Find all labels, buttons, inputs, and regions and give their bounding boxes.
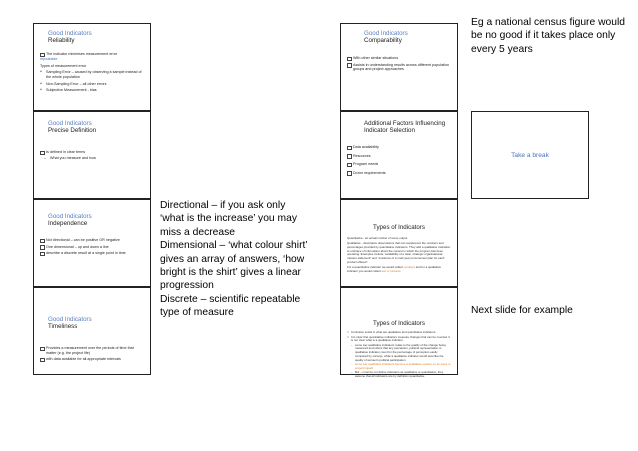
list-item: – What you measure and how: [40, 156, 144, 161]
slide-independence: [33, 199, 151, 287]
slide-title: [364, 120, 445, 135]
speaker-note-directional: Directional – if you ask only ‘what is the increase’ you may miss a decrease Dimensional – ‘what colour shirt’ gives an array of answers, ‘how bright is the shirt’ gives a linear progression Discrete – scientific repeatable type of measure: [160, 200, 308, 318]
list-item: – some say qualitative indicators relate to the quality of the change being measured and others that any perception, political representation or qualitative indicator count for the percentage of perception easily compared by surveys, while a qualitative indicator would describe the quality of women's political participation: [347, 344, 451, 363]
slide-kicker: Good Indicators: [48, 213, 92, 220]
slide-kicker: Good Indicators: [48, 120, 92, 127]
slide-types-of-indicators-2: [340, 287, 458, 379]
slide-body: [347, 237, 451, 275]
slide-heading-line2: Indicator Selection: [364, 127, 415, 135]
list-item: Program needs: [347, 162, 451, 167]
list-item: Not directional – can be positive OR negative: [40, 238, 144, 243]
slide-heading: Types of Indicators: [373, 224, 425, 231]
highlight-text: text or pictures: [381, 268, 401, 273]
slide-timeliness: [33, 287, 151, 375]
list-item: describe a discrete result at a single point in time: [40, 251, 144, 256]
bullet-list: [347, 145, 451, 178]
slide-kicker: Good Indicators: [48, 30, 92, 37]
bullet-list: [347, 56, 451, 74]
list-item: □ It is clear that quantitative indicators measure changes that can be counted. It is not clear what is a qualitative indicator.: [347, 336, 451, 343]
slide-heading: Precise Definition: [48, 127, 97, 135]
bullet-list: [347, 331, 451, 380]
slide-types-of-indicators-1: [340, 199, 458, 287]
list-item: With other similar situations: [347, 56, 451, 61]
list-item: Assists in understanding results across different population groups and project approaches: [347, 63, 451, 72]
slide-additional-factors: [340, 111, 458, 199]
slide-heading: Timeliness: [48, 323, 78, 331]
slide-title: [48, 316, 92, 331]
slide-comparability: [340, 23, 458, 111]
list-item: with data available for all appropriate intervals: [40, 357, 144, 362]
text-fragment: and for a qualitative indicator you would collect: [347, 265, 442, 273]
speaker-note-next: Next slide for example: [471, 305, 573, 316]
slide-title: [48, 120, 96, 135]
list-item: Resources: [347, 154, 451, 159]
slide-take-a-break: [471, 111, 589, 199]
list-item: One dimensional – up and down a line: [40, 245, 144, 250]
list-item: – some say qualitative indicators become a qualitative opinion on an issue or project impact: [347, 363, 451, 370]
bullet-list: [40, 52, 144, 95]
slide-heading-line1: Additional Factors Influencing: [364, 120, 446, 127]
list-item: The indicator minimises measurement error: [40, 52, 144, 57]
slide-title: [341, 320, 457, 327]
highlight-numbers: numbers: [403, 265, 415, 270]
paragraph: Quantitative - an actual number of some output: [347, 236, 408, 240]
slide-heading: Reliability: [48, 37, 75, 45]
list-item: ◆ Subjective Measurement - bias: [40, 88, 144, 93]
paragraph: Qualitative - descriptive observations that can supplement the numbers and percentages provided by quantitative indicators. They add a qualitative indication to embrace of information about the context in which the program has been operating. Examples include “availability of a clear, strategic organisational mission statement” and “existence of a multi year procurement plan for each product offered”.: [347, 241, 451, 264]
list-item: ◆ Sampling Error – caused by observing a sample instead of the whole population: [40, 70, 144, 79]
speaker-note-census: Eg a national census figure would be no good if it takes place only every 5 years: [471, 17, 625, 55]
slide-heading: Comparability: [364, 37, 402, 45]
paragraph: [347, 266, 451, 273]
slide-title: [48, 30, 92, 45]
list-item: – But – must be not define indicators as qualitative or quantitative, they assume that all indicators are by definition quantitative: [347, 371, 451, 378]
slide-kicker: Good Indicators: [48, 316, 92, 323]
list-item: Donor requirements: [347, 171, 451, 176]
break-text: Take a break: [511, 152, 549, 159]
slide-heading: Independence: [48, 220, 88, 228]
slide-title: [341, 224, 457, 231]
slide-kicker: Good Indicators: [364, 30, 408, 37]
list-item: Provides a measurement over the periods of time that matter (e.g. the project life): [40, 346, 144, 355]
bullet-list: [40, 346, 144, 364]
slide-title: [364, 30, 408, 45]
slide-title: [48, 213, 92, 228]
list-item: ◆ Non-Sampling Error – all other errors: [40, 82, 144, 87]
slide-reliability: [33, 23, 151, 111]
list-item: Types of measurement error: [40, 63, 87, 68]
bullet-list: [40, 150, 144, 162]
list-item: Data availability: [347, 145, 451, 150]
list-item: □ Confusion exists in what are qualitative and quantitative indicators.: [347, 331, 451, 335]
text-fragment: For a quantitative indicator we would collect: [347, 265, 403, 270]
bullet-list: [40, 238, 144, 258]
slide-heading: Types of Indicators: [373, 320, 425, 327]
list-item: repeatable: [40, 57, 58, 62]
list-item: Is defined in clear terms: [40, 150, 144, 155]
slide-precise-definition: [33, 111, 151, 199]
